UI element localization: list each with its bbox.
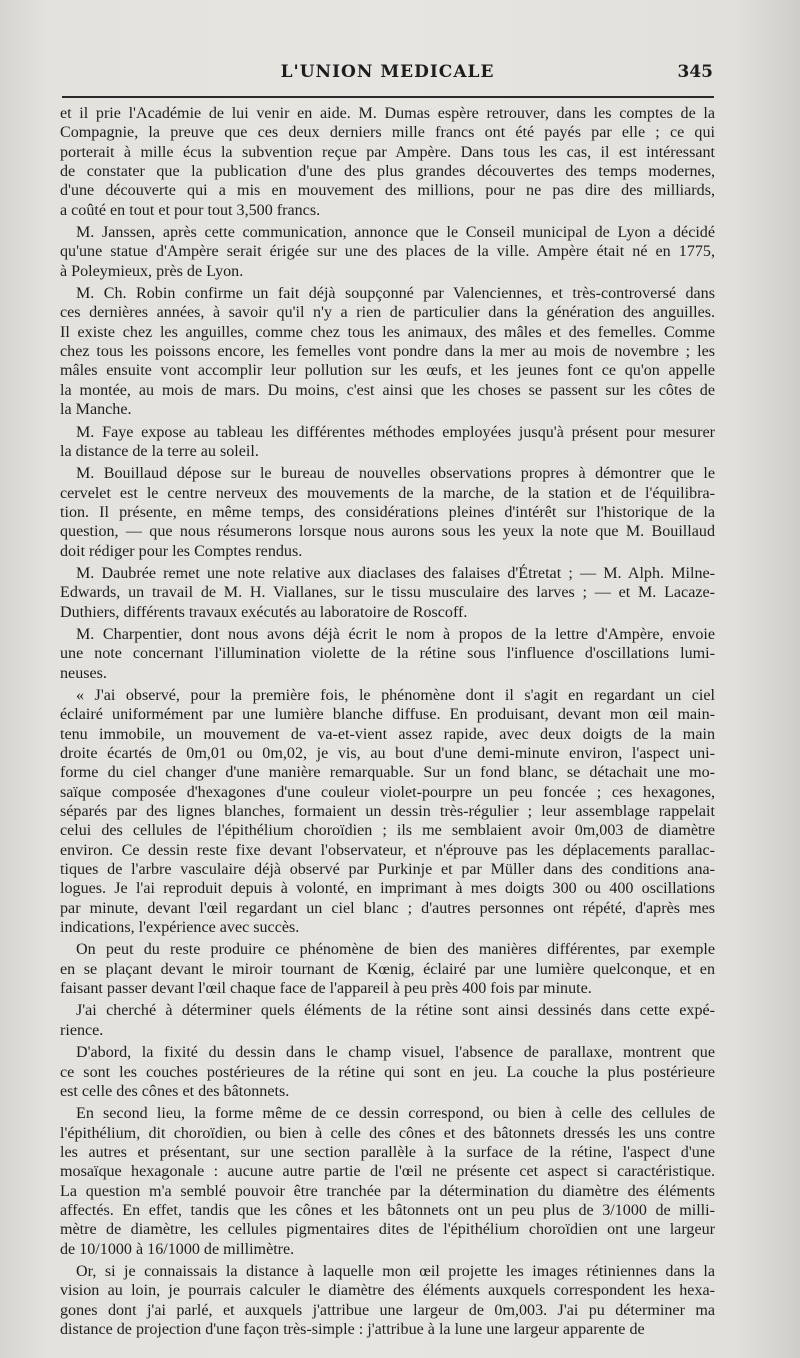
text-line: ce sont les couches postérieures de la rétine qui sont en jeu. La couche la plus postérieure: [60, 1063, 715, 1081]
text-line: question, — que nous résumerons lorsque nous aurons sous les yeux la note que M. Bouillaud: [60, 523, 715, 541]
text-line: M. Ch. Robin confirme un fait déjà soupçonné par Valenciennes, et très-controversé dans: [76, 285, 715, 303]
text-line: M. Faye expose au tableau les différentes méthodes employées jusqu'à présent pour mesurer: [76, 423, 715, 441]
text-line: qu'une statue d'Ampère serait érigée sur une des places de la ville. Ampère était né en 1775,: [60, 243, 715, 261]
paragraph: [60, 1104, 715, 1259]
paragraph: [60, 284, 715, 419]
text-line: distance de projection d'une façon très-simple : j'attribue à la lune une largeur apparente de: [60, 1320, 645, 1338]
paragraph: [60, 625, 715, 683]
paragraph: [60, 564, 715, 622]
paragraph: [60, 423, 715, 462]
paragraph: [60, 223, 715, 281]
paragraph: [60, 464, 715, 561]
paragraph: [60, 940, 715, 998]
text-line: Il existe chez les anguilles, comme chez tous les animaux, des mâles et des femelles. Comme: [60, 323, 715, 341]
text-line: mosaïque hexagonale : aucune autre partie de l'œil ne présente cet aspect si caractéristique.: [60, 1163, 715, 1181]
text-line: vision au loin, je pourrais calculer le diamètre des éléments auxquels correspondent les hexa-: [60, 1282, 715, 1300]
text-line: une note concernant l'illumination violette de la rétine sous l'influence d'oscillations lumi-: [60, 645, 715, 663]
body-text: [60, 104, 715, 1339]
paragraph: [60, 1262, 715, 1339]
text-line: neuses.: [60, 664, 107, 682]
paragraph: [60, 104, 715, 220]
text-line: ces dernières années, à savoir qu'il n'y a rien de particulier dans la génération des anguilles.: [60, 304, 715, 322]
page-number: 345: [677, 62, 713, 82]
text-line: Edwards, un travail de M. H. Viallanes, sur le tissu musculaire des larves ; — et M. Lacaze-: [60, 584, 715, 602]
text-line: On peut du reste produire ce phénomène de bien des manières différentes, par exemple: [76, 941, 715, 959]
text-line: à Poleymieux, près de Lyon.: [60, 262, 244, 280]
text-line: D'abord, la fixité du dessin dans le champ visuel, l'absence de parallaxe, montrent que: [76, 1044, 715, 1062]
text-line: tenu immobile, un mouvement de va-et-vient assez rapide, avec deux doigts de la main: [60, 725, 715, 743]
text-line: les autres et présentant, sur une section parallèle à la surface de la rétine, l'aspect d'une: [60, 1143, 715, 1161]
text-line: droite écartés de 0m,01 ou 0m,02, je vis, au bout d'une demi-minute environ, l'aspect uni-: [60, 745, 715, 762]
text-line: rience.: [60, 1021, 104, 1039]
text-line: J'ai cherché à déterminer quels éléments de la rétine sont ainsi dessinés dans cette expé-: [76, 1002, 715, 1020]
text-line: indications, l'expérience avec succès.: [60, 919, 300, 937]
text-line: environ. Ce dessin reste fixe devant l'observateur, et n'éprouve pas les déplacements parallac-: [60, 841, 715, 859]
running-title: L'UNION MEDICALE: [280, 62, 495, 82]
text-line: Duthiers, différents travaux exécutés au laboratoire de Roscoff.: [60, 603, 468, 621]
text-line: a coûté en tout et pour tout 3,500 francs.: [60, 201, 321, 219]
paragraph: [60, 1043, 715, 1101]
paragraph: [60, 686, 715, 937]
text-line: doit rédiger pour les Comptes rendus.: [60, 542, 303, 560]
text-line: M. Charpentier, dont nous avons déjà écrit le nom à propos de la lettre d'Ampère, envoie: [76, 625, 715, 643]
text-line: séparés par des lignes blanches, formaient un dessin très-régulier ; leur assemblage rappelait: [60, 803, 715, 821]
text-line: gones dont j'ai parlé, et auxquels j'attribue une largeur de 0m,003. J'ai pu déterminer ma: [60, 1301, 715, 1319]
text-line: d'une découverte qui a mis en mouvement des millions, pour ne pas dire des milliards,: [60, 182, 715, 200]
page-header: [60, 58, 715, 86]
text-line: forme du ciel changer d'une manière remarquable. Sur un fond blanc, se détachait une mo-: [60, 764, 715, 782]
header-rule: [62, 96, 714, 98]
text-line: faisant passer devant l'œil chaque face de l'appareil à peu près 400 fois par minute.: [60, 980, 592, 998]
text-line: M. Bouillaud dépose sur le bureau de nouvelles observations propres à démontrer que le: [76, 465, 715, 483]
text-line: mâles ensuite vont accomplir leur pollution sur les œufs, et les jeunes font ce qu'on appelle: [60, 362, 715, 380]
text-line: en se plaçant devant le miroir tournant de Kœnig, éclairé par une lumière quelconque, et en: [60, 960, 715, 978]
text-line: la distance de la terre au soleil.: [60, 442, 259, 460]
text-line: saïque composée d'hexagones d'une couleur violet-pourpre un peu foncée ; ces hexagones,: [60, 783, 715, 801]
text-line: de 10/1000 à 16/1000 de millimètre.: [60, 1240, 295, 1258]
text-line: porterait à mille écus la subvention reçue par Ampère. Dans tous les cas, il est intéressant: [60, 143, 715, 161]
text-line: est celle des cônes et des bâtonnets.: [60, 1082, 290, 1100]
text-line: et il prie l'Académie de lui venir en aide. M. Dumas espère retrouver, dans les comptes de la: [60, 105, 715, 122]
text-line: affectés. En effet, tandis que les cônes et les bâtonnets ont un peu plus de 3/1000 de milli-: [60, 1201, 715, 1219]
text-line: cervelet est le centre nerveux des mouvements de la marche, de la station et de l'équilibra-: [60, 484, 715, 502]
text-line: l'épithélium, dit choroïdien, ou bien à celle des cônes et des bâtonnets dressés les uns contre: [60, 1124, 715, 1142]
text-line: tiques de l'arbre vasculaire déjà observé par Purkinje et par Müller dans des conditions ana-: [60, 861, 715, 879]
text-line: Compagnie, la preuve que ces deux derniers mille francs ont été payés par elle ; ce qui: [60, 124, 715, 142]
text-line: éclairé uniformément par une lumière blanche diffuse. En produisant, devant mon œil main-: [60, 706, 715, 724]
text-line: logues. Je l'ai reproduit depuis à volonté, en imprimant à mes doigts 300 ou 400 oscillations: [60, 880, 715, 898]
text-line: chez tous les poissons encore, les femelles vont pondre dans la mer au mois de novembre ; les: [60, 343, 715, 361]
text-line: M. Janssen, après cette communication, annonce que le Conseil municipal de Lyon a décidé: [76, 224, 715, 242]
text-line: Or, si je connaissais la distance à laquelle mon œil projette les images rétiniennes dans la: [76, 1262, 715, 1280]
text-line: la Manche.: [60, 401, 132, 419]
text-line: tion. Il présente, en même temps, des considérations pleines d'intérêt sur l'historique de la: [60, 503, 715, 521]
text-line: la montée, au mois de mars. Du moins, c'est ainsi que les choses se passent sur les côtes de: [60, 381, 715, 399]
text-line: de constater que la publication d'une des plus grandes découvertes des temps modernes,: [60, 163, 715, 181]
text-line: M. Daubrée remet une note relative aux diaclases des falaises d'Étretat ; — M. Alph. Milne-: [76, 564, 715, 582]
text-line: mètre de diamètre, les cellules pigmentaires dites de l'épithélium choroïdien ont une largeur: [60, 1221, 715, 1239]
text-line: La question m'a semblé pouvoir être tranchée par la détermination du diamètre des éléments: [60, 1182, 715, 1200]
text-line: celui des cellules de l'épithélium choroïdien ; ils me semblaient avoir 0m,003 de diamètre: [60, 822, 715, 840]
text-line: En second lieu, la forme même de ce dessin correspond, ou bien à celle des cellules de: [76, 1105, 715, 1123]
text-line: « J'ai observé, pour la première fois, le phénomène dont il s'agit en regardant un ciel: [76, 686, 715, 704]
paragraph: [60, 1001, 715, 1040]
text-line: par minute, devant l'œil regardant un ciel blanc ; d'autres personnes ont répété, d'après mes: [60, 899, 715, 917]
